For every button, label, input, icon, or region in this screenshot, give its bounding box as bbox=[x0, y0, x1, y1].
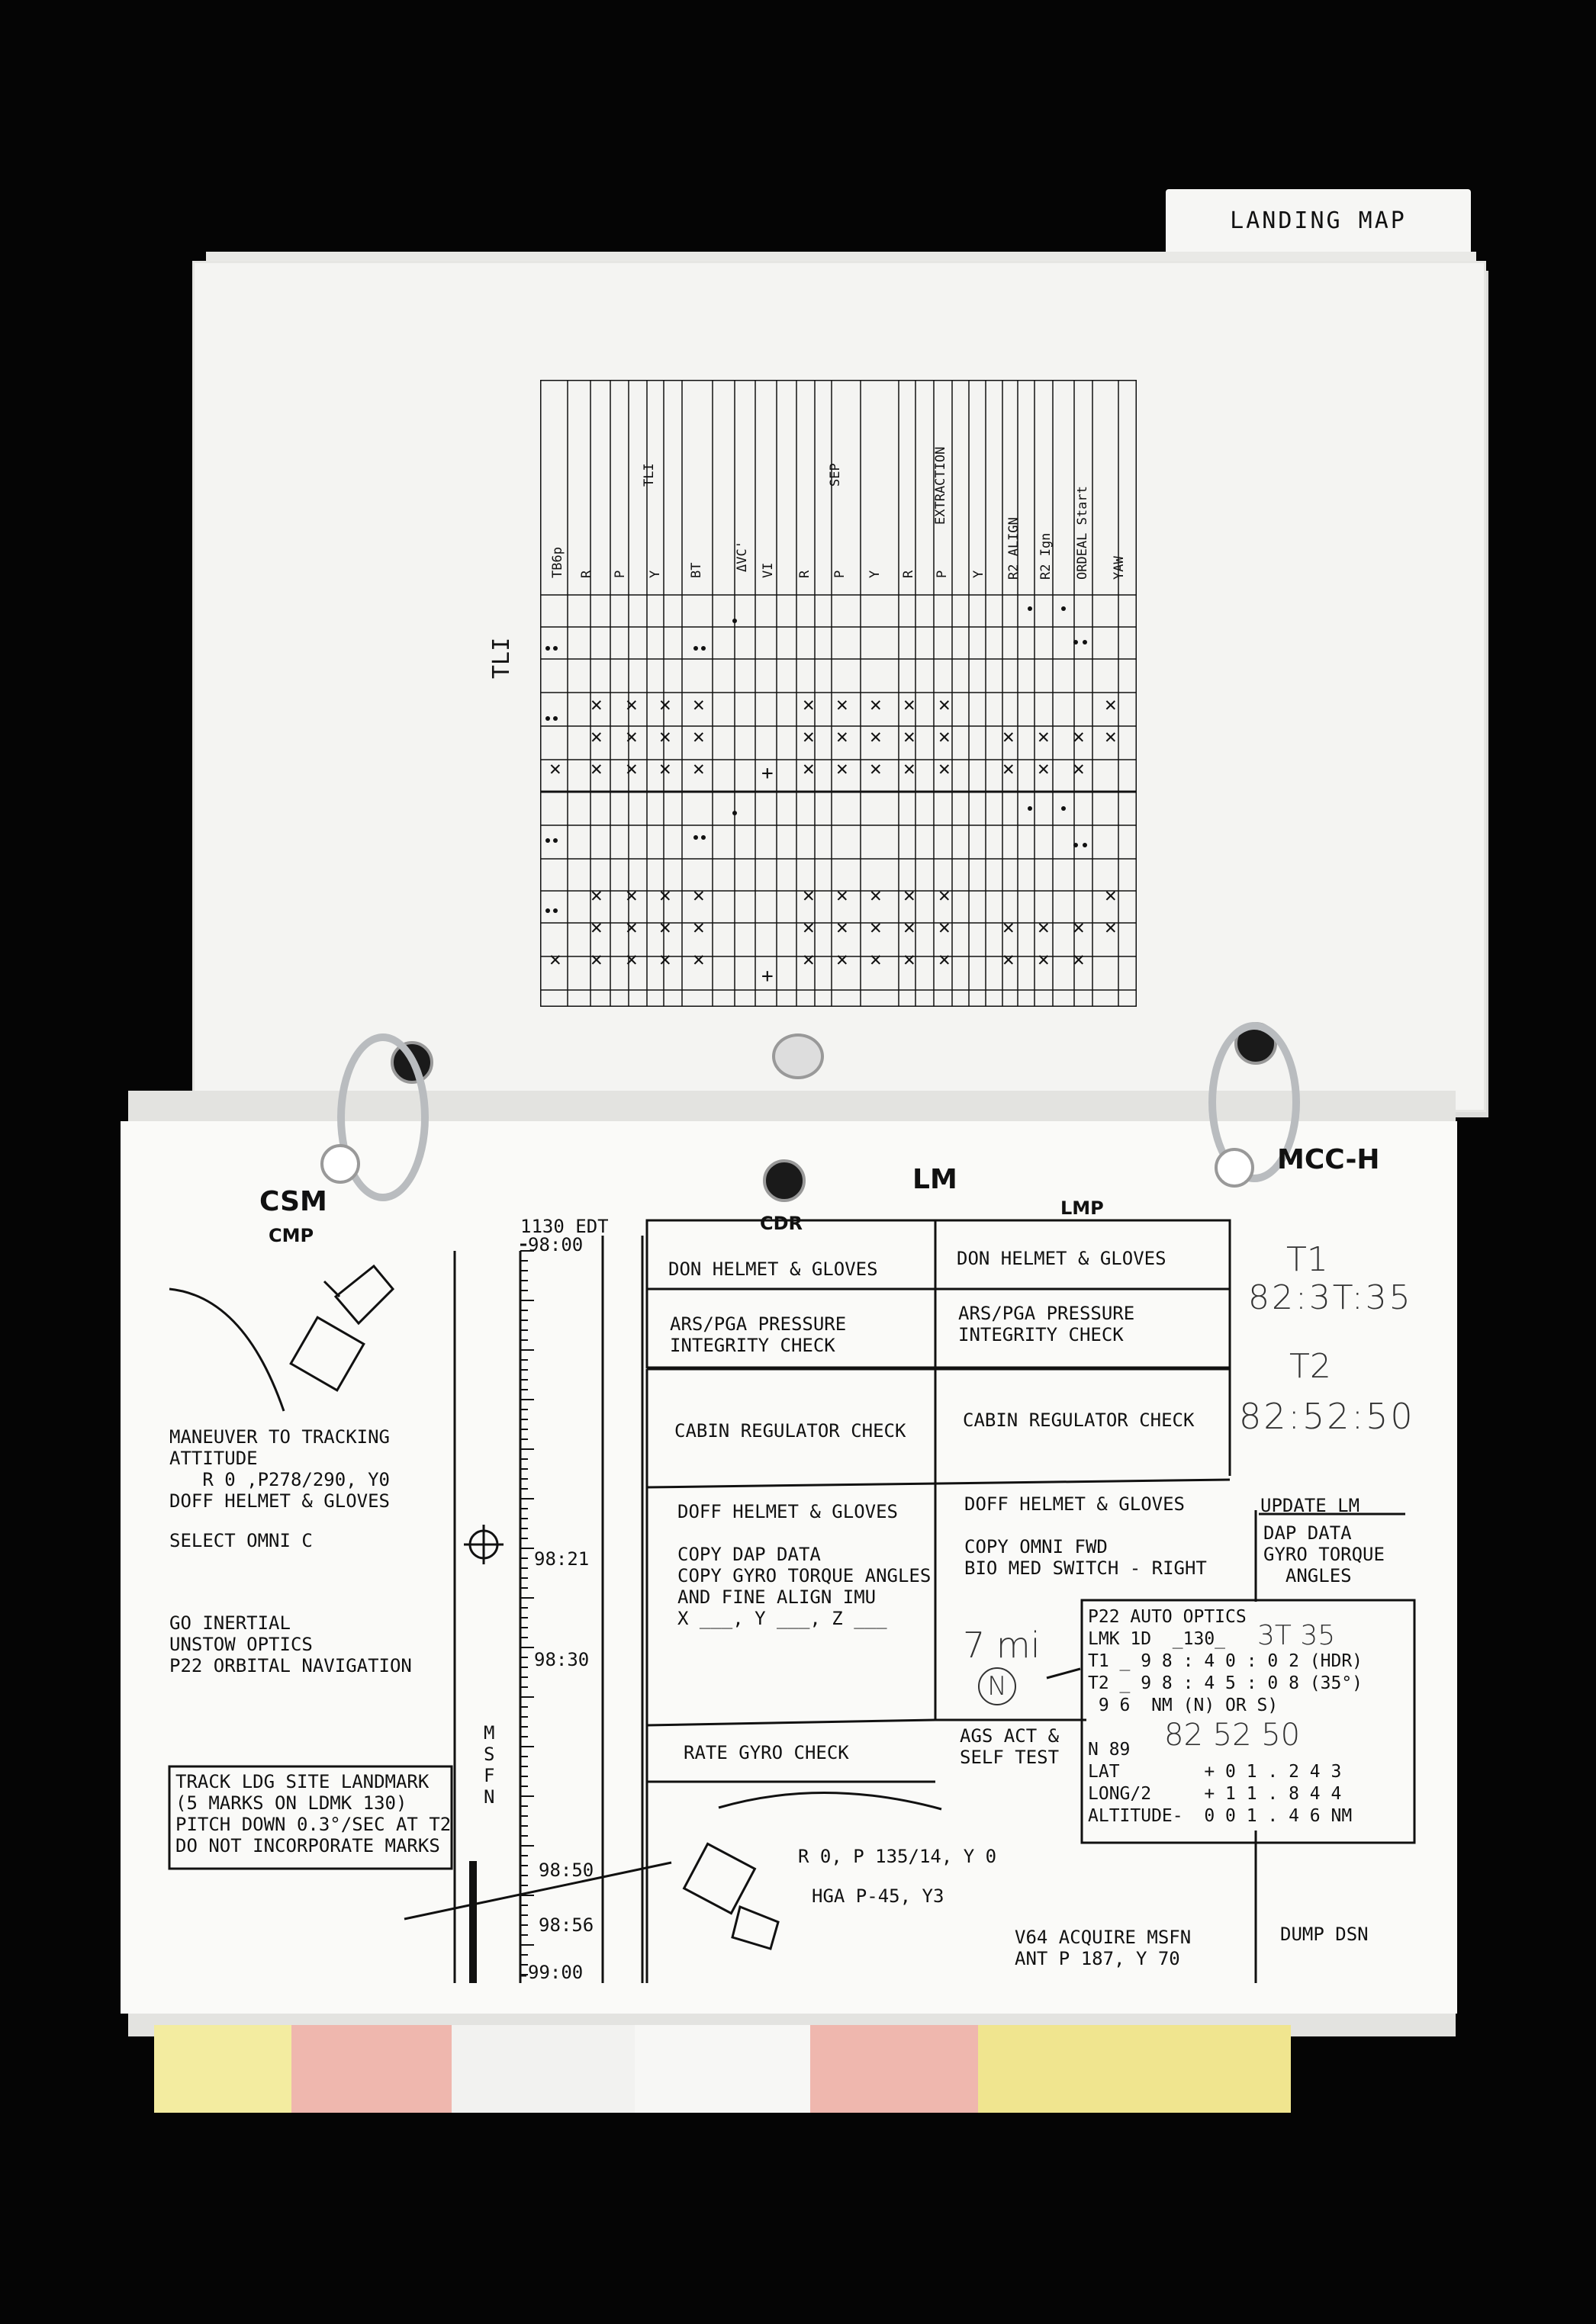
grid-x-mark: ✕ bbox=[626, 725, 638, 748]
grid-column-header: VI bbox=[761, 562, 776, 578]
grid-x-mark: ✕ bbox=[659, 693, 671, 716]
grid-x-mark: ✕ bbox=[1038, 757, 1050, 780]
grid-x-mark: ✕ bbox=[938, 693, 951, 716]
grid-x-mark: ✕ bbox=[693, 884, 705, 907]
grid-x-mark: ✕ bbox=[803, 884, 815, 907]
grid-x-mark: ✕ bbox=[1073, 948, 1085, 971]
grid-x-mark: ✕ bbox=[903, 757, 915, 780]
grid-x-mark: ✕ bbox=[590, 757, 603, 780]
grid-x-mark: ✕ bbox=[1073, 916, 1085, 939]
grid-x-mark: ✕ bbox=[659, 725, 671, 748]
grid-column-header: ORDEAL Start bbox=[1075, 486, 1090, 580]
grid-x-mark: ✕ bbox=[938, 916, 951, 939]
mcc-dump-dsn: DUMP DSN bbox=[1280, 1924, 1369, 1945]
grid-x-mark: ✕ bbox=[626, 757, 638, 780]
grid-column-header: ΔVC' bbox=[735, 541, 750, 572]
grid-x-mark: ✕ bbox=[659, 916, 671, 939]
lmp-ags-act: AGS ACT & SELF TEST bbox=[960, 1725, 1060, 1768]
grid-x-mark: ✕ bbox=[836, 725, 848, 748]
grid-x-mark: ✕ bbox=[693, 757, 705, 780]
grid-x-mark: ✕ bbox=[549, 948, 561, 971]
grid-column-header: Y bbox=[867, 570, 883, 578]
grid-x-mark: ✕ bbox=[693, 693, 705, 716]
grid-x-mark: ✕ bbox=[1073, 757, 1085, 780]
grid-x-mark: ✕ bbox=[1002, 948, 1015, 971]
cdr-ars-pga: ARS/PGA PRESSURE INTEGRITY CHECK bbox=[670, 1313, 847, 1356]
hand-t2: T2 bbox=[1289, 1347, 1331, 1386]
time-98-21: 98:21 bbox=[534, 1548, 590, 1570]
cmp-track-box: TRACK LDG SITE LANDMARK (5 MARKS ON LDMK 130) PITCH DOWN 0.3°/SEC AT T2 DO NOT INCORPORATE MARKS bbox=[175, 1771, 452, 1856]
grid-column-header: R bbox=[901, 570, 916, 578]
grid-x-mark: ✕ bbox=[903, 725, 915, 748]
grid-x-mark: ✕ bbox=[938, 757, 951, 780]
time-98-00: 98:00 bbox=[528, 1234, 584, 1255]
lmp-v64: V64 ACQUIRE MSFN ANT P 187, Y 70 bbox=[1015, 1927, 1192, 1969]
grid-plus-mark: + bbox=[761, 965, 774, 988]
grid-x-mark: ✕ bbox=[1002, 916, 1015, 939]
grid-column-header: P bbox=[935, 570, 950, 578]
hand-82-52-50: 82 52 50 bbox=[1164, 1718, 1301, 1753]
lmp-ars-pga: ARS/PGA PRESSURE INTEGRITY CHECK bbox=[958, 1303, 1135, 1345]
grid-x-mark: ✕ bbox=[803, 693, 815, 716]
grid-x-mark: ✕ bbox=[1073, 725, 1085, 748]
grid-x-mark: ✕ bbox=[626, 948, 638, 971]
grid-column-header: TLI bbox=[642, 463, 657, 487]
grid-x-mark: ✕ bbox=[803, 916, 815, 939]
grid-x-mark: ✕ bbox=[870, 948, 882, 971]
cdr-header: CDR bbox=[760, 1213, 803, 1234]
grid-x-mark: ✕ bbox=[870, 725, 882, 748]
grid-plus-mark: + bbox=[761, 762, 774, 785]
hand-t2-value: 82:52:50 bbox=[1239, 1396, 1415, 1437]
lmp-header: LMP bbox=[1060, 1197, 1104, 1219]
tli-side-title: TLI bbox=[488, 637, 515, 679]
grid-column-header: YAW bbox=[1112, 556, 1127, 580]
grid-x-mark: ✕ bbox=[803, 757, 815, 780]
cdr-don-helmet: DON HELMET & GLOVES bbox=[668, 1258, 878, 1280]
cmp-select-omni: SELECT OMNI C bbox=[169, 1530, 313, 1551]
grid-x-mark: ✕ bbox=[903, 884, 915, 907]
grid-x-mark: ✕ bbox=[626, 884, 638, 907]
grid-column-header: R bbox=[579, 570, 594, 578]
grid-x-mark: ✕ bbox=[590, 725, 603, 748]
grid-x-mark: ✕ bbox=[1105, 693, 1117, 716]
grid-x-mark: ✕ bbox=[693, 948, 705, 971]
grid-x-mark: ✕ bbox=[903, 916, 915, 939]
grid-x-mark: ✕ bbox=[590, 884, 603, 907]
hand-t1-value: 82:3T:35 bbox=[1248, 1278, 1413, 1317]
grid-x-mark: ✕ bbox=[1038, 948, 1050, 971]
grid-x-mark: ✕ bbox=[1105, 916, 1117, 939]
grid-column-header: EXTRACTION bbox=[933, 446, 948, 525]
csm-header: CSM bbox=[259, 1186, 327, 1217]
mcc-header: MCC-H bbox=[1277, 1144, 1380, 1175]
p22-auto-optics-box: P22 AUTO OPTICS LMK 1D _130_ T1 _ 9 8 : 4 0 : 0 2 (HDR) T2 _ 9 8 : 4 5 : 0 8 (35°) 9 6 NM (N) OR S) N 89 LAT + 0 1 . 2 4 3 LONG/2 + 1 1 . 8 4 4 ALTITUDE- 0 0 1 . 4 6 NM bbox=[1088, 1607, 1363, 1826]
landing-map-tab-label: LANDING MAP bbox=[1230, 207, 1407, 234]
grid-x-mark: ✕ bbox=[626, 916, 638, 939]
mcc-dap-data: DAP DATA GYRO TORQUE ANGLES bbox=[1263, 1522, 1385, 1586]
grid-x-mark: ✕ bbox=[1038, 725, 1050, 748]
grid-column-header: P bbox=[613, 570, 628, 578]
grid-column-header: P bbox=[832, 570, 848, 578]
grid-x-mark: ✕ bbox=[1038, 916, 1050, 939]
grid-x-mark: ✕ bbox=[803, 948, 815, 971]
lmp-cabin-regulator: CABIN REGULATOR CHECK bbox=[963, 1410, 1195, 1431]
grid-x-mark: ✕ bbox=[903, 693, 915, 716]
grid-column-header: R bbox=[797, 570, 812, 578]
grid-x-mark: ✕ bbox=[803, 725, 815, 748]
grid-x-mark: ✕ bbox=[870, 916, 882, 939]
grid-x-mark: ✕ bbox=[870, 693, 882, 716]
grid-column-header: BT bbox=[689, 562, 704, 578]
grid-x-mark: ✕ bbox=[938, 948, 951, 971]
cdr-cabin-regulator: CABIN REGULATOR CHECK bbox=[674, 1420, 906, 1442]
cdr-doff-copy: DOFF HELMET & GLOVES COPY DAP DATA COPY GYRO TORQUE ANGLES AND FINE ALIGN IMU X ___, Y ___, Z ___ bbox=[677, 1501, 932, 1629]
grid-x-mark: ✕ bbox=[903, 948, 915, 971]
hand-t1: T1 bbox=[1286, 1240, 1328, 1279]
cdr-hga: HGA P-45, Y3 bbox=[812, 1885, 944, 1907]
grid-x-mark: ✕ bbox=[659, 884, 671, 907]
grid-x-mark: ✕ bbox=[836, 757, 848, 780]
cmp-go-inertial: GO INERTIAL UNSTOW OPTICS P22 ORBITAL NAVIGATION bbox=[169, 1612, 412, 1676]
grid-x-mark: ✕ bbox=[659, 757, 671, 780]
grid-x-mark: ✕ bbox=[626, 693, 638, 716]
grid-x-mark: ✕ bbox=[1002, 757, 1015, 780]
grid-x-mark: ✕ bbox=[870, 884, 882, 907]
cdr-rate-gyro: RATE GYRO CHECK bbox=[684, 1742, 849, 1763]
lm-header: LM bbox=[912, 1164, 957, 1195]
grid-x-mark: ✕ bbox=[590, 693, 603, 716]
grid-x-mark: ✕ bbox=[1002, 725, 1015, 748]
hand-lmk-time: 3T 35 bbox=[1257, 1620, 1336, 1651]
cdr-attitude: R 0, P 135/14, Y 0 bbox=[798, 1846, 997, 1867]
grid-x-mark: ✕ bbox=[836, 693, 848, 716]
grid-x-mark: ✕ bbox=[836, 884, 848, 907]
grid-column-header: Y bbox=[971, 570, 986, 578]
grid-x-mark: ✕ bbox=[1105, 884, 1117, 907]
time-99-00: 99:00 bbox=[528, 1962, 584, 1983]
grid-x-mark: ✕ bbox=[693, 725, 705, 748]
grid-x-mark: ✕ bbox=[590, 948, 603, 971]
grid-column-header: SEP bbox=[828, 463, 843, 487]
grid-x-mark: ✕ bbox=[938, 725, 951, 748]
grid-x-mark: ✕ bbox=[549, 757, 561, 780]
grid-column-header: TB6p bbox=[550, 547, 565, 578]
grid-x-mark: ✕ bbox=[870, 757, 882, 780]
grid-x-mark: ✕ bbox=[659, 948, 671, 971]
time-98-30: 98:30 bbox=[534, 1649, 590, 1670]
mcc-update-lm: UPDATE LM bbox=[1260, 1495, 1360, 1516]
hand-7mi: 7 mi bbox=[963, 1625, 1041, 1666]
grid-column-header: R2 Ign bbox=[1038, 532, 1054, 580]
grid-column-header: R2 ALIGN bbox=[1006, 517, 1022, 580]
grid-x-mark: ✕ bbox=[1105, 725, 1117, 748]
time-98-56: 98:56 bbox=[539, 1914, 594, 1936]
time-98-50: 98:50 bbox=[539, 1860, 594, 1881]
grid-x-mark: ✕ bbox=[590, 916, 603, 939]
grid-x-mark: ✕ bbox=[938, 884, 951, 907]
grid-x-mark: ✕ bbox=[836, 916, 848, 939]
msfn-label: M S F N bbox=[484, 1722, 495, 1808]
grid-x-mark: ✕ bbox=[693, 916, 705, 939]
grid-x-mark: ✕ bbox=[836, 948, 848, 971]
hand-n-circled: N bbox=[978, 1667, 1016, 1705]
cmp-header: CMP bbox=[269, 1225, 314, 1246]
cmp-maneuver: MANEUVER TO TRACKING ATTITUDE R 0 ,P278/290, Y0 DOFF HELMET & GLOVES bbox=[169, 1426, 390, 1512]
time-edt: 1130 EDT bbox=[520, 1216, 609, 1237]
lmp-doff-copy: DOFF HELMET & GLOVES COPY OMNI FWD BIO MED SWITCH - RIGHT bbox=[964, 1493, 1207, 1579]
grid-column-header: Y bbox=[648, 570, 663, 578]
lmp-don-helmet: DON HELMET & GLOVES bbox=[957, 1248, 1166, 1269]
